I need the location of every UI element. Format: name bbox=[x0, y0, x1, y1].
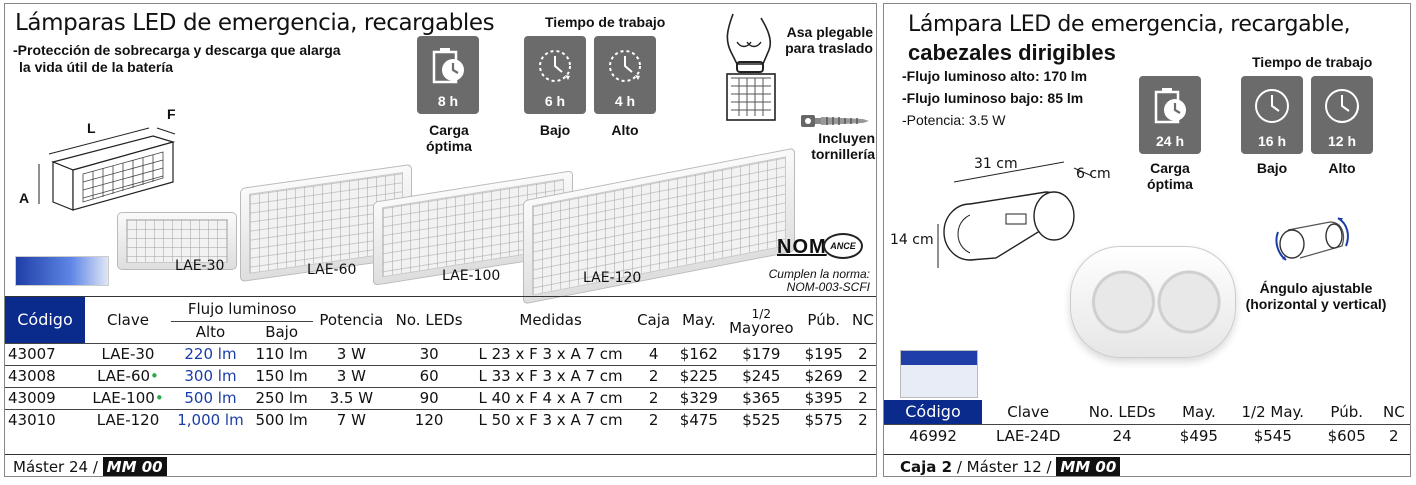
dim-label-height: A bbox=[19, 190, 30, 206]
cell-codigo: 43009 bbox=[5, 387, 85, 409]
cell-may: $162 bbox=[675, 343, 723, 365]
cell-mayoreo: $245 bbox=[723, 365, 800, 387]
col-codigo: Código bbox=[884, 400, 982, 424]
cell-clave bbox=[85, 365, 171, 387]
table-row bbox=[5, 343, 877, 365]
cell-pub: $605 bbox=[1318, 424, 1376, 448]
model-label: LAE-30 bbox=[175, 258, 225, 274]
screw-icon bbox=[801, 112, 871, 130]
col-half: 1/2 bbox=[751, 307, 771, 321]
caption-line: Carga bbox=[1150, 160, 1190, 176]
ance-logo: ANCE bbox=[823, 233, 863, 259]
cell-caja: 2 bbox=[632, 409, 675, 431]
cell-may: $475 bbox=[675, 409, 723, 431]
dim-height: 14 cm bbox=[890, 232, 934, 248]
lamp-lae-24d-image bbox=[1070, 246, 1236, 358]
cell-bajo: 250 lm bbox=[250, 387, 313, 409]
caption-line: Ángulo ajustable bbox=[1259, 280, 1373, 296]
feature-bullet-line2: la vida útil de la batería bbox=[19, 59, 174, 75]
feature-bullet: -Flujo luminoso alto: 170 lm bbox=[902, 68, 1088, 84]
col-clave: Clave bbox=[107, 310, 149, 329]
dim-width: 31 cm bbox=[974, 156, 1018, 172]
table-row bbox=[5, 387, 877, 409]
lae-spec-table bbox=[5, 297, 877, 431]
cell-medidas: L 40 x F 4 x A 7 cm bbox=[469, 387, 633, 409]
cell-medidas: L 33 x F 3 x A 7 cm bbox=[469, 365, 633, 387]
cell-bajo: 150 lm bbox=[250, 365, 313, 387]
col-clave: Clave bbox=[1007, 402, 1050, 421]
footer bbox=[884, 454, 1411, 477]
tile-value: 24 h bbox=[1155, 133, 1184, 149]
dimension-diagram bbox=[13, 114, 203, 224]
tile-caption-charge bbox=[425, 122, 473, 154]
cell-caja: 2 bbox=[632, 387, 675, 409]
feature-bullet: -Flujo luminoso bajo: 85 lm bbox=[902, 90, 1084, 106]
clock-dashed-icon bbox=[605, 46, 645, 86]
tile-value: 4 h bbox=[614, 93, 636, 109]
caption-line: Carga bbox=[429, 122, 469, 138]
cell-nc: 2 bbox=[848, 387, 877, 409]
tile-low-time bbox=[524, 36, 586, 114]
cell-pub: $575 bbox=[800, 409, 848, 431]
feature-bullet: -Potencia: 3.5 W bbox=[902, 112, 1006, 128]
battery-clock-icon bbox=[431, 46, 465, 84]
col-flujo: Flujo luminoso bbox=[187, 299, 297, 318]
product-box-image bbox=[900, 350, 978, 398]
cell-potencia: 7 W bbox=[313, 409, 389, 431]
caption-line: Incluyen bbox=[818, 130, 875, 146]
cell-leds: 30 bbox=[389, 343, 468, 365]
cell-pub: $395 bbox=[800, 387, 848, 409]
clock-icon bbox=[1252, 86, 1292, 126]
col-bajo: Bajo bbox=[250, 321, 313, 343]
cell-codigo: 43010 bbox=[5, 409, 85, 431]
tile-high-time bbox=[594, 36, 656, 114]
cell-leds: 90 bbox=[389, 387, 468, 409]
cell-codigo: 46992 bbox=[884, 424, 982, 448]
col-leds: No. LEDs bbox=[1088, 402, 1156, 421]
tile-charge-time bbox=[1139, 76, 1201, 154]
cell-nc: 2 bbox=[848, 365, 877, 387]
cell-pub: $269 bbox=[800, 365, 848, 387]
cell-mayoreo: $525 bbox=[723, 409, 800, 431]
cell-potencia: 3 W bbox=[313, 343, 389, 365]
cell-mayoreo: $365 bbox=[723, 387, 800, 409]
clock-icon bbox=[1322, 86, 1362, 126]
footer-master: Máster 24 / bbox=[13, 458, 103, 476]
table-row bbox=[5, 409, 877, 431]
dim-label-front: F bbox=[167, 106, 176, 122]
caption-line: óptima bbox=[1147, 176, 1193, 192]
battery-clock-icon bbox=[1153, 86, 1187, 124]
clave-text: LAE-100 bbox=[92, 389, 155, 407]
caption-line: tornillería bbox=[811, 146, 875, 162]
tile-caption-low: Bajo bbox=[539, 122, 571, 138]
clave-text: LAE-120 bbox=[96, 411, 160, 430]
cell-caja: 2 bbox=[632, 365, 675, 387]
dim-depth: 6 cm bbox=[1076, 166, 1111, 182]
norm-line: Cumplen la norma: bbox=[768, 267, 870, 281]
col-may: May. bbox=[1182, 402, 1216, 421]
cell-bajo: 500 lm bbox=[250, 409, 313, 431]
cell-may: $329 bbox=[675, 387, 723, 409]
adjustable-angle-icon bbox=[1272, 212, 1352, 272]
cell-nc: 2 bbox=[848, 409, 877, 431]
work-time-title: Tiempo de trabajo bbox=[1252, 54, 1373, 70]
cell-leds: 60 bbox=[389, 365, 468, 387]
caption-line: Asa plegable bbox=[786, 24, 873, 40]
tile-caption-high: Alto bbox=[611, 122, 639, 138]
tile-value: 8 h bbox=[437, 93, 459, 109]
cell-bajo: 110 lm bbox=[250, 343, 313, 365]
col-half-may: 1/2 May. bbox=[1241, 402, 1305, 421]
product-panel-lae bbox=[4, 3, 877, 477]
tile-low-time bbox=[1241, 76, 1303, 154]
model-label: LAE-60 bbox=[307, 262, 357, 278]
cell-leds: 24 bbox=[1074, 424, 1170, 448]
page-title: Lámparas LED de emergencia, recargables bbox=[15, 10, 495, 36]
page-subtitle: cabezales dirigibles bbox=[908, 40, 1116, 65]
handle-caption bbox=[783, 24, 873, 56]
cell-caja: 4 bbox=[632, 343, 675, 365]
cell-codigo: 43008 bbox=[5, 365, 85, 387]
col-leds: No. LEDs bbox=[395, 310, 463, 329]
cell-potencia: 3 W bbox=[313, 365, 389, 387]
work-time-title: Tiempo de trabajo bbox=[545, 14, 666, 30]
caption-line: para traslado bbox=[785, 40, 873, 56]
cell-alto: 300 lm bbox=[171, 365, 250, 387]
tile-value: 16 h bbox=[1257, 133, 1286, 149]
table-row bbox=[5, 365, 877, 387]
tile-caption-charge bbox=[1146, 160, 1194, 192]
screws-caption bbox=[791, 130, 875, 162]
cell-half-may: $545 bbox=[1228, 424, 1318, 448]
col-alto: Alto bbox=[171, 321, 250, 343]
feature-bullet-line1: -Protección de sobrecarga y descarga que alarga bbox=[13, 42, 341, 58]
footer-master: / Máster 12 / bbox=[952, 458, 1057, 476]
nom-logo: NOM bbox=[777, 236, 827, 258]
cell-may: $495 bbox=[1170, 424, 1228, 448]
product-panel-lae-24d bbox=[883, 3, 1411, 477]
tile-caption-high: Alto bbox=[1328, 160, 1356, 176]
tile-value: 12 h bbox=[1327, 133, 1356, 149]
handle-hand-icon bbox=[717, 12, 783, 124]
footer-caja: Caja 2 bbox=[900, 458, 953, 476]
col-nc: NC bbox=[852, 310, 874, 329]
cell-clave bbox=[85, 343, 171, 365]
caption-line: (horizontal y vertical) bbox=[1245, 296, 1387, 312]
new-dot-icon: • bbox=[150, 367, 159, 385]
col-may: May. bbox=[682, 310, 716, 329]
cell-medidas: L 50 x F 3 x A 7 cm bbox=[469, 409, 633, 431]
cell-alto: 220 lm bbox=[171, 343, 250, 365]
cell-may: $225 bbox=[675, 365, 723, 387]
col-potencia: Potencia bbox=[319, 310, 384, 329]
mm-badge: MM 00 bbox=[103, 457, 167, 477]
norm-note bbox=[769, 268, 870, 294]
clave-text: LAE-60 bbox=[97, 367, 151, 385]
col-pub: Púb. bbox=[807, 310, 840, 329]
cell-nc: 2 bbox=[1376, 424, 1411, 448]
product-box-image bbox=[15, 256, 109, 286]
tile-charge-time bbox=[417, 36, 479, 114]
tile-high-time bbox=[1311, 76, 1373, 154]
col-medidas: Medidas bbox=[519, 310, 582, 329]
table-row bbox=[884, 424, 1411, 448]
model-label: LAE-120 bbox=[583, 270, 642, 286]
page-title: Lámpara LED de emergencia, recargable, bbox=[908, 12, 1351, 37]
lae-24d-spec-table bbox=[884, 400, 1411, 448]
cell-potencia: 3.5 W bbox=[313, 387, 389, 409]
tile-value: 6 h bbox=[544, 93, 566, 109]
cell-pub: $195 bbox=[800, 343, 848, 365]
tile-caption-low: Bajo bbox=[1256, 160, 1288, 176]
col-nc: NC bbox=[1382, 402, 1405, 421]
norm-line: NOM-003-SCFI bbox=[786, 280, 870, 294]
footer bbox=[5, 454, 877, 477]
col-caja: Caja bbox=[637, 310, 671, 329]
cell-clave bbox=[85, 409, 171, 431]
cell-mayoreo: $179 bbox=[723, 343, 800, 365]
cell-alto: 500 lm bbox=[171, 387, 250, 409]
cell-alto: 1,000 lm bbox=[171, 409, 250, 431]
cell-leds: 120 bbox=[389, 409, 468, 431]
cell-medidas: L 23 x F 3 x A 7 cm bbox=[469, 343, 633, 365]
cell-nc: 2 bbox=[848, 343, 877, 365]
caption-line: óptima bbox=[426, 138, 472, 154]
clave-text: LAE-30 bbox=[101, 345, 155, 363]
mm-badge: MM 00 bbox=[1056, 457, 1120, 477]
col-pub: Púb. bbox=[1330, 402, 1363, 421]
model-label: LAE-100 bbox=[442, 268, 501, 284]
cell-clave: LAE-24D bbox=[982, 424, 1074, 448]
new-dot-icon: • bbox=[154, 389, 164, 407]
clock-dashed-icon bbox=[535, 46, 575, 86]
col-mayoreo: Mayoreo bbox=[729, 319, 794, 337]
cell-clave bbox=[85, 387, 171, 409]
col-codigo: Código bbox=[5, 297, 85, 343]
angle-caption bbox=[1236, 280, 1396, 312]
dim-label-length: L bbox=[87, 120, 96, 136]
cell-codigo: 43007 bbox=[5, 343, 85, 365]
